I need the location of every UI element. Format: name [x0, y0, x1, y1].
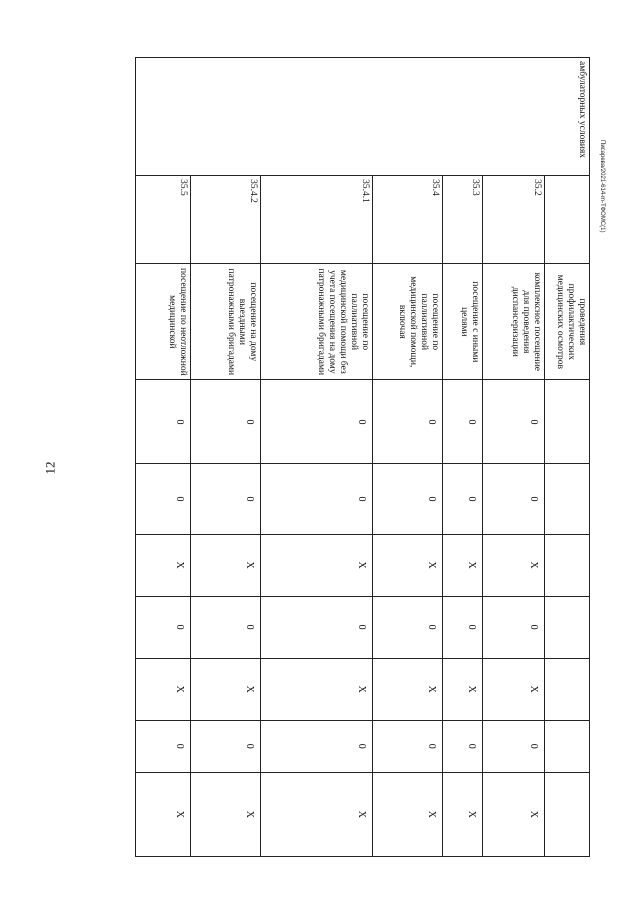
data-table — [135, 57, 590, 857]
row-value: Х — [483, 658, 545, 720]
row-value: Х — [483, 772, 545, 856]
row-value: 0 — [373, 720, 443, 772]
rotated-table-container — [94, 57, 590, 857]
footer-label: Писарева/2021-614-m-ТФОМС(1) — [599, 140, 605, 233]
row-value: Х — [261, 534, 373, 596]
table-row — [483, 58, 545, 857]
section-cell: амбулаторных условиях — [136, 58, 590, 176]
row-value: 0 — [261, 464, 373, 534]
row-value: Х — [483, 534, 545, 596]
row-code: 35.4.2 — [191, 176, 261, 264]
row-value: 0 — [483, 596, 545, 658]
row-value: 0 — [373, 596, 443, 658]
row-value: Х — [373, 658, 443, 720]
row-value: 0 — [191, 596, 261, 658]
table-row — [136, 58, 191, 857]
row-code: 35.3 — [443, 176, 483, 264]
row-value: 0 — [483, 464, 545, 534]
row-value: Х — [191, 658, 261, 720]
row-code: 35.5 — [136, 176, 191, 264]
row-code: 35.2 — [483, 176, 545, 264]
row-value: 0 — [136, 380, 191, 464]
row-value: Х — [191, 772, 261, 856]
row-value: 0 — [261, 720, 373, 772]
row-value: Х — [136, 658, 191, 720]
row-value: 0 — [443, 720, 483, 772]
name-cell: проведения профилактических медицинских осмотров — [545, 264, 590, 380]
row-value: 0 — [136, 464, 191, 534]
row-value: 0 — [373, 464, 443, 534]
row-value: Х — [373, 772, 443, 856]
table-head-row — [545, 58, 590, 857]
row-value: 0 — [261, 380, 373, 464]
row-value: Х — [261, 658, 373, 720]
table-row — [443, 58, 483, 857]
row-name: посещение по паллиативной медицинской помощи, включая — [373, 264, 443, 380]
table-row — [373, 58, 443, 857]
row-value: 0 — [483, 720, 545, 772]
row-value: Х — [136, 772, 191, 856]
row-name: посещение по неотложной медицинской — [136, 264, 191, 380]
row-value: 0 — [443, 380, 483, 464]
row-code: 35.4 — [373, 176, 443, 264]
row-value: 0 — [191, 464, 261, 534]
row-name: посещение с иными целями — [443, 264, 483, 380]
row-value: 0 — [261, 596, 373, 658]
row-value: 0 — [443, 596, 483, 658]
row-value: Х — [443, 772, 483, 856]
page-number: 12 — [42, 461, 58, 475]
table-row — [261, 58, 373, 857]
row-name: комплексное посещение для проведения диспансеризации — [483, 264, 545, 380]
row-value: 0 — [443, 464, 483, 534]
row-value: 0 — [373, 380, 443, 464]
row-name: посещение на дому выездными патронажными бригадами — [191, 264, 261, 380]
row-value: Х — [443, 658, 483, 720]
table-row — [191, 58, 261, 857]
row-name: посещение по паллиативной медицинской помощи без учета посещения на дому патронажными бригадами — [261, 264, 373, 380]
row-value: 0 — [191, 380, 261, 464]
row-value: Х — [373, 534, 443, 596]
row-value: Х — [261, 772, 373, 856]
row-value: 0 — [191, 720, 261, 772]
row-value: Х — [443, 534, 483, 596]
row-value: 0 — [136, 720, 191, 772]
row-value: 0 — [483, 380, 545, 464]
row-value: Х — [136, 534, 191, 596]
row-value: Х — [191, 534, 261, 596]
row-value: 0 — [136, 596, 191, 658]
code-cell-empty — [545, 176, 590, 264]
row-code: 35.4.1 — [261, 176, 373, 264]
